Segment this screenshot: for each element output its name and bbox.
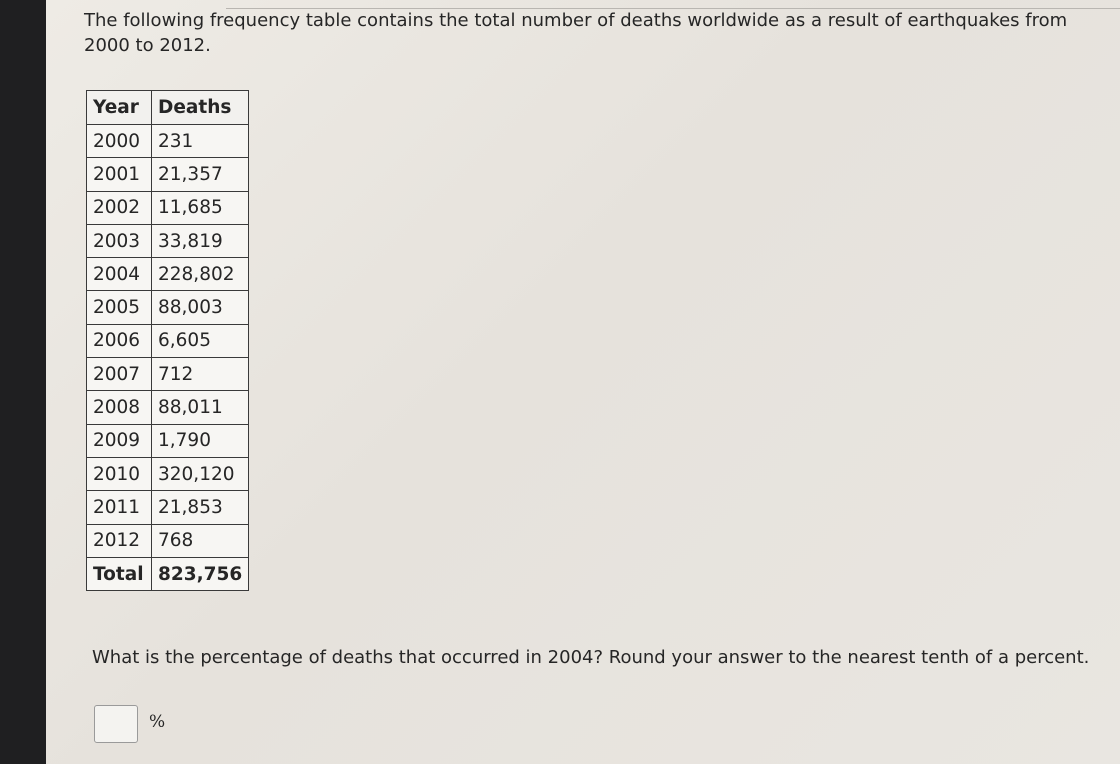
deaths-cell: 768: [152, 524, 249, 557]
deaths-cell: 21,357: [152, 158, 249, 191]
frequency-table: [86, 90, 249, 591]
table-row: [87, 224, 249, 257]
deaths-cell: 33,819: [152, 224, 249, 257]
deaths-cell: 88,003: [152, 291, 249, 324]
table-row: [87, 258, 249, 291]
table-row: [87, 125, 249, 158]
table-row: [87, 291, 249, 324]
table-row: [87, 424, 249, 457]
year-cell: 2006: [87, 324, 152, 357]
table-header-row: [87, 91, 249, 125]
table-row: [87, 191, 249, 224]
year-cell: 2001: [87, 158, 152, 191]
problem-page: [46, 0, 1120, 764]
year-cell: 2007: [87, 358, 152, 391]
year-cell: 2002: [87, 191, 152, 224]
year-cell: 2012: [87, 524, 152, 557]
table-row: [87, 491, 249, 524]
deaths-cell: 1,790: [152, 424, 249, 457]
deaths-cell: 712: [152, 358, 249, 391]
deaths-cell: 21,853: [152, 491, 249, 524]
year-cell: 2003: [87, 224, 152, 257]
total-deaths-cell: 823,756: [152, 557, 249, 590]
total-label-cell: Total: [87, 557, 152, 590]
deaths-cell: 11,685: [152, 191, 249, 224]
deaths-cell: 228,802: [152, 258, 249, 291]
deaths-cell: 320,120: [152, 457, 249, 490]
question-text: What is the percentage of deaths that occurred in 2004? Round your answer to the nearest tenth of a percent.: [92, 647, 1090, 668]
deaths-cell: 88,011: [152, 391, 249, 424]
year-cell: 2008: [87, 391, 152, 424]
year-cell: 2010: [87, 457, 152, 490]
column-header-year: Year: [87, 91, 152, 125]
problem-intro: The following frequency table contains the total number of deaths worldwide as a result of earthquakes from 2000 to 2012.: [84, 10, 1068, 56]
percent-unit-label: %: [149, 712, 166, 732]
table-row: [87, 457, 249, 490]
table-row: [87, 324, 249, 357]
column-header-deaths: Deaths: [152, 91, 249, 125]
deaths-cell: 6,605: [152, 324, 249, 357]
year-cell: 2004: [87, 258, 152, 291]
year-cell: 2005: [87, 291, 152, 324]
year-cell: 2000: [87, 125, 152, 158]
table-row: [87, 158, 249, 191]
year-cell: 2011: [87, 491, 152, 524]
table-total-row: [87, 557, 249, 590]
answer-input[interactable]: [94, 705, 138, 743]
table-row: [87, 358, 249, 391]
year-cell: 2009: [87, 424, 152, 457]
deaths-cell: 231: [152, 125, 249, 158]
table-row: [87, 524, 249, 557]
table-row: [87, 391, 249, 424]
